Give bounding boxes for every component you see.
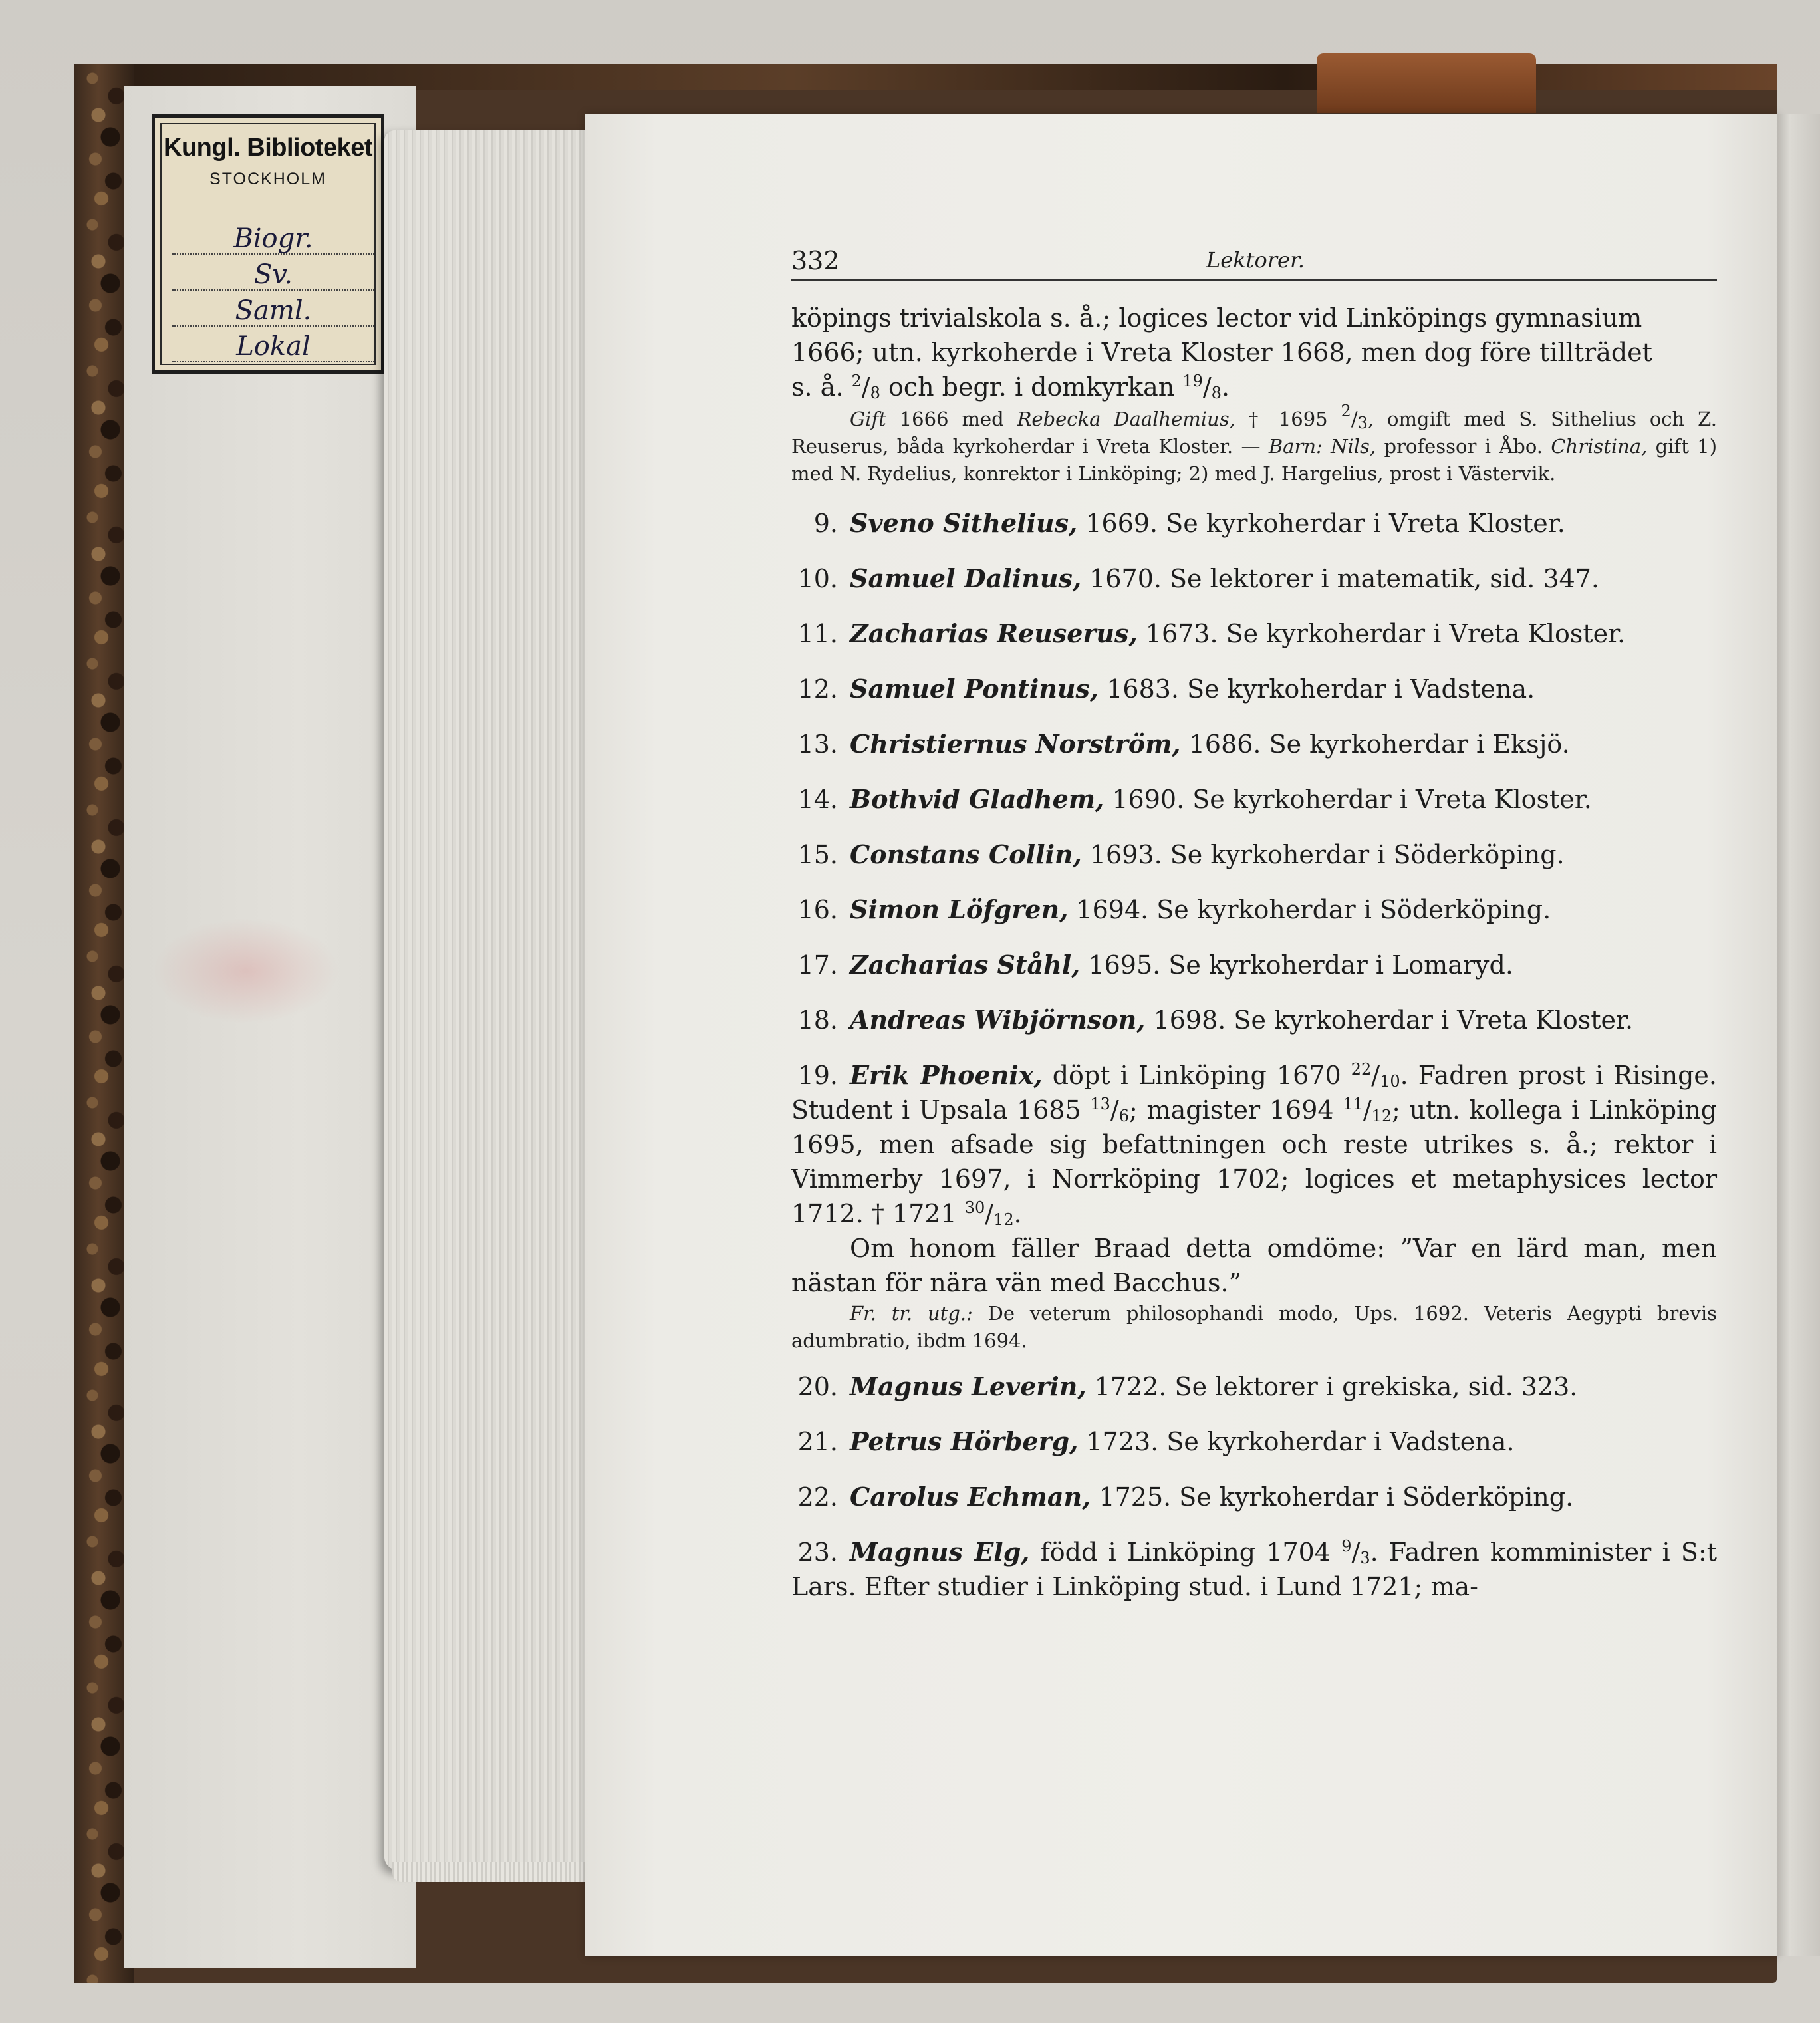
entry-18: 18. Andreas Wibjörnson, 1698. Se kyrkoherdar i Vreta Kloster. — [797, 1005, 1634, 1035]
entry-12: 12. Samuel Pontinus, 1683. Se kyrkoherdar i Vadstena. — [797, 674, 1535, 704]
page-stack-bottom — [392, 1862, 598, 1882]
barn-label: Barn: — [1268, 435, 1323, 458]
spouse-name: Rebecka Daalhemius, — [1017, 408, 1235, 430]
label-title: Kungl. Biblioteket — [164, 134, 372, 162]
entry-22: 22. Carolus Echman, 1725. Se kyrkoherdar i Söderköping. — [797, 1482, 1574, 1512]
text-line: s. å. $^2/_8$ och begr. i domkyrkan $^{19}/_8$. — [791, 372, 1230, 402]
entry-16: 16. Simon Löfgren, 1694. Se kyrkoherdar i Söderköping. — [797, 894, 1551, 924]
entry-11: 11. Zacharias Reuserus, 1673. Se kyrkoherdar i Vreta Kloster. — [797, 618, 1626, 648]
entry-20: 20. Magnus Leverin, 1722. Se lektorer i grekiska, sid. 323. — [797, 1371, 1578, 1401]
gift-label: Gift — [850, 408, 886, 430]
running-title: Lektorer. — [1206, 247, 1305, 273]
entry-10: 10. Samuel Dalinus, 1670. Se lektorer i matematik, sid. 347. — [797, 563, 1600, 593]
text-line: 1666; utn. kyrkoherde i Vreta Kloster 1668, men dog före tillträdet — [791, 338, 1652, 367]
label-handwriting-4: Lokal — [172, 332, 374, 362]
entries-list-b — [791, 1369, 1717, 1604]
entry-17: 17. Zacharias Ståhl, 1695. Se kyrkoherdar i Lomaryd. — [797, 950, 1513, 980]
flyleaf-stain — [153, 918, 339, 1024]
next-page-edge — [1777, 114, 1820, 1956]
label-handwriting-1: Biogr. — [172, 224, 374, 255]
entries-list — [791, 506, 1717, 1300]
entry-15: 15. Constans Collin, 1693. Se kyrkoherdar i Söderköping. — [797, 839, 1565, 869]
library-label — [152, 114, 384, 374]
page-number: 332 — [791, 246, 840, 275]
works-note: Fr. tr. utg.: De veterum philosophandi modo, Ups. 1692. Veteris Aegypti brevis adumbratio, ibdm 1694. — [791, 1302, 1717, 1352]
entry-13: 13. Christiernus Norström, 1686. Se kyrkoherdar i Eksjö. — [797, 729, 1570, 759]
entry-23: 23. Magnus Elg, född i Linköping 1704 $^9/_3$. Fadren komminister i S:t Lars. Efter studier i Linköping stud. i Lund 1721; ma- — [791, 1537, 1717, 1601]
entry-21: 21. Petrus Hörberg, 1723. Se kyrkoherdar i Vadstena. — [797, 1426, 1515, 1456]
works-label: Fr. tr. utg.: — [850, 1302, 973, 1325]
label-handwriting-2: Sv. — [172, 260, 374, 291]
braad-quote: Om honom fäller Braad detta omdöme: ”Var en lärd man, men nästan för nära vän med Bacchus.” — [791, 1234, 1717, 1297]
entry-14: 14. Bothvid Gladhem, 1690. Se kyrkoherdar i Vreta Kloster. — [797, 784, 1592, 814]
label-city: STOCKHOLM — [209, 170, 326, 188]
entry-9: 9. Sveno Sithelius, 1669. Se kyrkoherdar i Vreta Kloster. — [813, 508, 1565, 538]
running-header — [791, 243, 1717, 281]
label-handwriting-3: Saml. — [172, 296, 374, 327]
text-line: köpings trivialskola s. å.; logices lector vid Linköpings gymnasium — [791, 303, 1642, 333]
leather-spine — [1317, 53, 1536, 113]
family-note: Gift 1666 med Rebecka Daalhemius, † 1695 $^2/_3$, omgift med S. Sithelius och Z. Reuserus, båda kyrkoherdar i Vreta Kloster. — Barn: Nils, professor i Åbo. Christina, gift 1) med N. Rydelius, konrektor i Linköping; 2) med J. Hargelius, prost i Västervik. — [791, 402, 1718, 485]
entry-19: 19. Erik Phoenix, döpt i Linköping 1670 $^{22}/_{10}$. Fadren prost i Risinge. Student i Upsala 1685 $^{13}/_6$; magister 1694 $^{11}/_{12}$; utn. kollega i Linköping 1695, men afsade sig befattningen och reste utrikes s. å.; rektor i Vimmerby 1697, i Norrköping 1702; logices et metaphysices lector 1712. † 1721 $^{30}/_{12}$. — [791, 1060, 1718, 1229]
entry-8-continuation — [791, 301, 1717, 404]
page-stack-edge — [384, 130, 597, 1870]
page-content — [791, 243, 1717, 1604]
